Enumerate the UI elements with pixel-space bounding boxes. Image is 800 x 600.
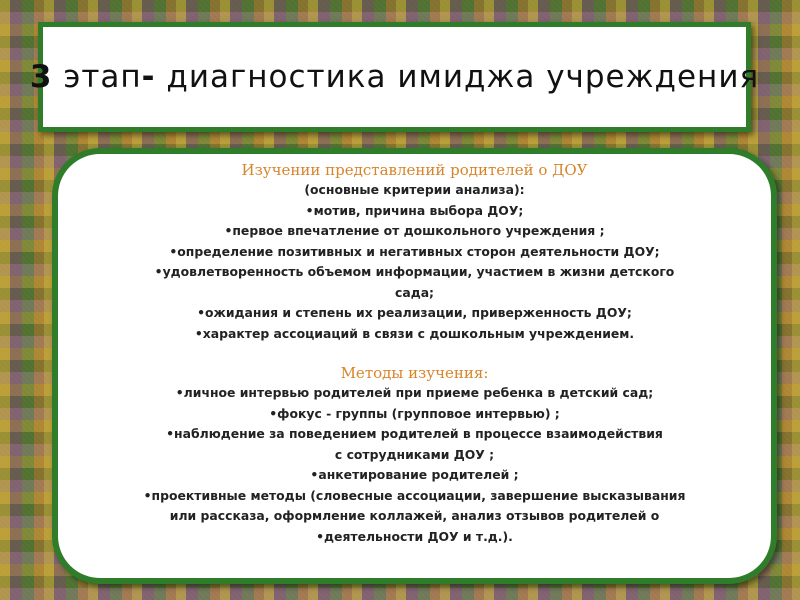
- section1-line: •характер ассоциаций в связи с дошкольным учреждением.: [194, 325, 635, 341]
- section2-heading: Методы изучения:: [340, 364, 489, 382]
- section2-line: с сотрудниками ДОУ ;: [334, 446, 495, 462]
- stage-subject: диагностика имиджа учреждения: [166, 59, 760, 95]
- content-box: [52, 148, 777, 584]
- section1-line: (основные критерии анализа):: [304, 182, 525, 197]
- title-box: [29, 22, 760, 132]
- section2-line: •наблюдение за поведением родителей в процессе взаимодействия: [166, 426, 663, 441]
- stage-word: этап: [63, 59, 142, 95]
- section-gap: [72, 344, 757, 363]
- section1-heading: Изучении представлений родителей о ДОУ: [241, 161, 588, 179]
- section1-line: •ожидания и степень их реализации, приверженность ДОУ;: [197, 305, 632, 320]
- stage-number: 3: [29, 59, 53, 95]
- title-dash: -: [141, 59, 156, 95]
- section2-line: или рассказа, оформление коллажей, анализ отзывов родителей о: [169, 508, 660, 523]
- section1-line: сада;: [394, 284, 435, 300]
- section2-line: •личное интервью родителей при приеме ребенка в детский сад;: [175, 385, 654, 400]
- section2-line: •анкетирование родителей ;: [310, 467, 519, 482]
- section2-line: •проективные методы (словесные ассоциации, завершение высказывания: [143, 487, 686, 503]
- section2-line: •фокус - группы (групповое интервью) ;: [269, 405, 560, 421]
- slide-title: [30, 59, 759, 95]
- section1-line: •мотив, причина выбора ДОУ;: [305, 202, 524, 218]
- section1-line: •удовлетворенность объемом информации, участием в жизни детского: [154, 264, 675, 279]
- section1-line: •первое впечатление от дошкольного учреждения ;: [224, 223, 605, 238]
- section2-line: •деятельности ДОУ и т.д.).: [316, 528, 513, 544]
- section1-line: •определение позитивных и негативных сторон деятельности ДОУ;: [169, 243, 660, 259]
